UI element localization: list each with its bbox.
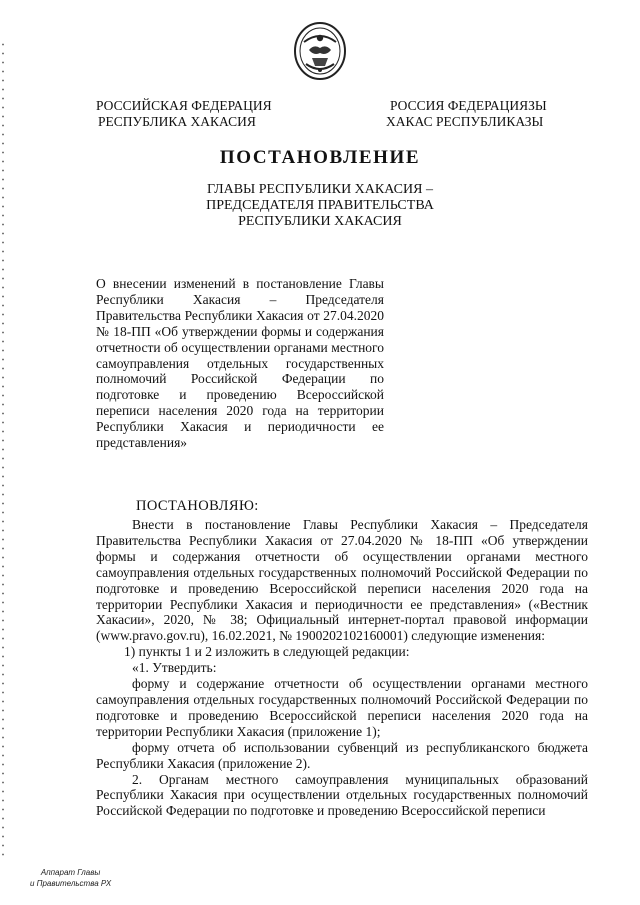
header-left-line1: РОССИЙСКАЯ ФЕДЕРАЦИЯ: [96, 98, 272, 113]
header-right-line2: ХАКАС РЕСПУБЛИКАЗЫ: [386, 114, 544, 129]
stamp-line2: и Правительства РХ: [30, 879, 112, 888]
document-type-title: ПОСТАНОВЛЕНИЕ: [219, 147, 421, 168]
body-paragraph-3: «1. Утвердить:: [132, 660, 217, 676]
header-left-line2: РЕСПУБЛИКА ХАКАСИЯ: [98, 114, 256, 129]
body-paragraph-6: 2. Органам местного самоуправления муниципальных образований Республики Хакасия при осуществлении отдельных государственных полномочий Российской Федерации по подготовке и проведению Всероссийской переписи: [96, 771, 588, 819]
body-paragraph-1: Внести в постановление Главы Республики Хакасия – Председателя Правительства Республики Хакасия от 27.04.2020 № 18-ПП «Об утверждении формы и содержания отчетности об осуществлении органами местного самоуправления отдельных государственных полномочий Российской Федерации по подготовке и проведению Всероссийской переписи населения 2020 года на территории Республики Хакасия и периодичности ее представления» («Вестник Хакасии», 2020, № 38; Официальный интернет-портал правовой информации (www.pravo.gov.ru), 16.02.2021, № 1900202102160001) следующие изменения:: [96, 517, 588, 644]
header-right-line1: РОССИЯ ФЕДЕРАЦИЯЗЫ: [390, 98, 547, 113]
issuer-block: [0, 182, 640, 230]
office-stamp: [30, 867, 111, 889]
issuer-line2: ПРЕДСЕДАТЕЛЯ ПРАВИТЕЛЬСТВА: [206, 198, 434, 213]
issuer-line1: ГЛАВЫ РЕСПУБЛИКИ ХАКАСИЯ –: [207, 182, 433, 197]
header-left: [96, 98, 272, 130]
document-body: [96, 517, 588, 819]
header-right: [386, 98, 547, 130]
stamp-line1: Аппарат Главы: [40, 868, 101, 877]
document-subject: О внесении изменений в постановление Главы Республики Хакасия – Председателя Правительства Республики Хакасия от 27.04.2020 № 18-ПП «Об утверждении формы и содержания отчетности об осуществлении органами местного самоуправления отдельных государственных полномочий Российской Федерации по подготовке и проведению Всероссийской переписи населения 2020 года на территории Республики Хакасия и периодичности ее представления»: [96, 276, 384, 451]
preamble-heading: ПОСТАНОВЛЯЮ:: [136, 498, 259, 514]
body-paragraph-4: форму и содержание отчетности об осуществлении органами местного самоуправления отдельных государственных полномочий Российской Федерации по подготовке и проведению Всероссийской переписи населения 2020 года на территории Республики Хакасия (приложение 1);: [96, 676, 588, 739]
body-paragraph-5: форму отчета об использовании субвенций из республиканского бюджета Республики Хакасия (приложение 2).: [96, 739, 588, 771]
body-paragraph-2: 1) пункты 1 и 2 изложить в следующей редакции:: [124, 644, 410, 660]
issuer-line3: РЕСПУБЛИКИ ХАКАСИЯ: [238, 214, 402, 229]
coat-of-arms-icon: [292, 20, 348, 82]
